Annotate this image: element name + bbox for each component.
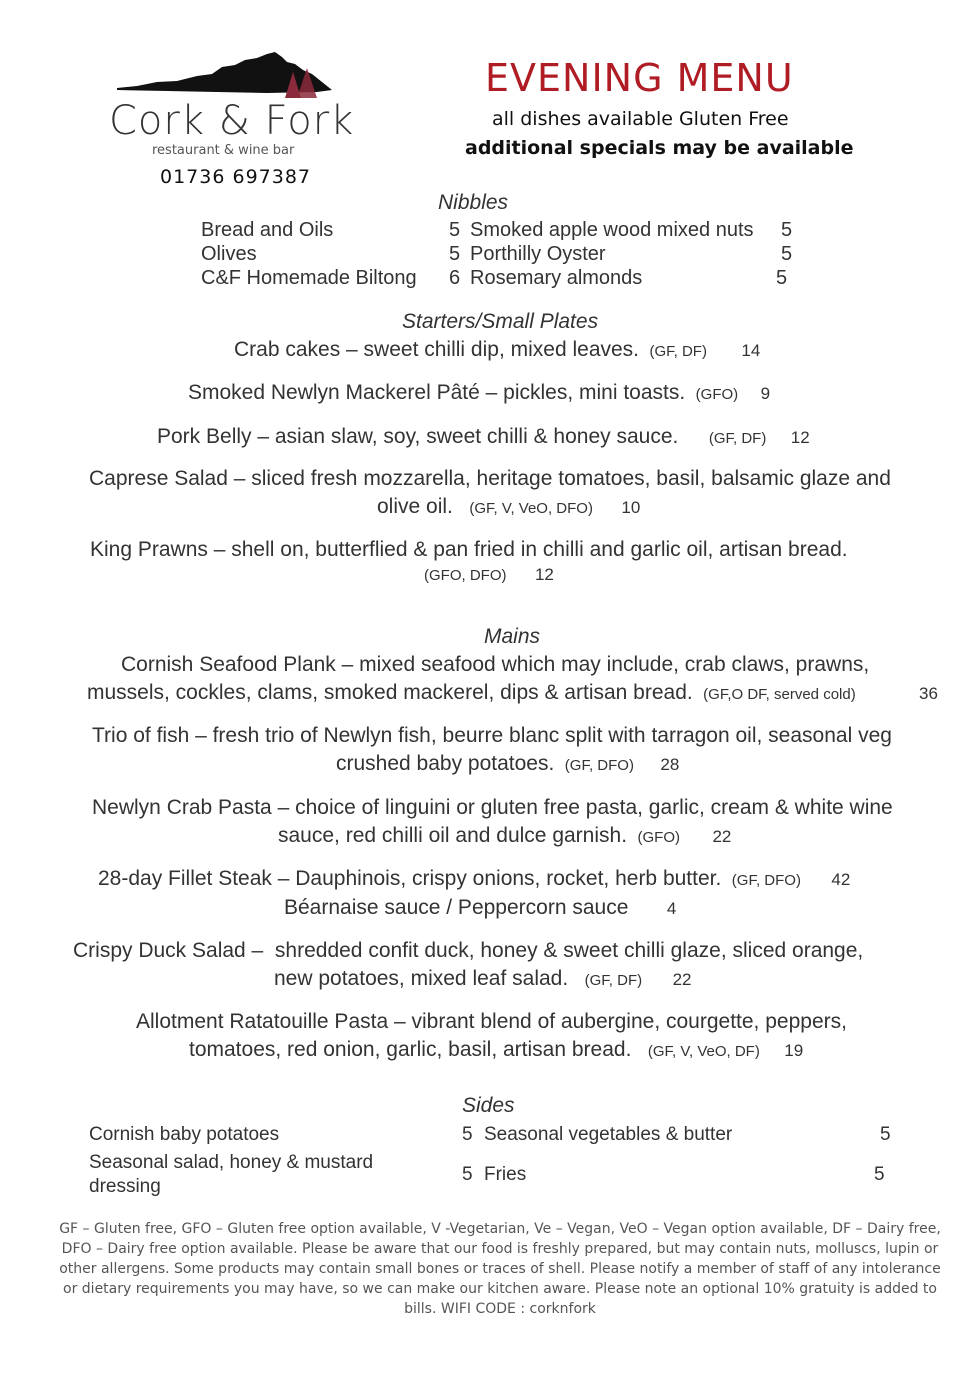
section-heading-nibbles: Nibbles — [438, 191, 509, 214]
dish-description: Caprese Salad – sliced fresh mozzarella, heritage tomatoes, basil, balsamic glaze and — [89, 467, 891, 490]
item-price: 5 — [781, 219, 793, 241]
dish-description: Smoked Newlyn Mackerel Pâté – pickles, mini toasts. — [188, 381, 686, 404]
item-price: 14 — [741, 341, 761, 360]
dietary-tags: (GFO) — [695, 386, 739, 403]
dietary-tags: (GF, V, VeO, DFO) — [469, 500, 593, 517]
phone-number[interactable]: 01736 697387 — [160, 166, 312, 188]
item-price: 5 — [449, 243, 461, 265]
dish-description: Pork Belly – asian slaw, soy, sweet chilli & honey sauce. — [157, 425, 679, 448]
menu-item-crab-cakes — [234, 338, 760, 362]
item-price: 28 — [660, 755, 680, 774]
section-heading-sides: Sides — [462, 1094, 515, 1117]
dish-description: Crispy Duck Salad – shredded confit duck, honey & sweet chilli glaze, sliced orange, — [73, 939, 864, 962]
item-price: 10 — [621, 498, 641, 517]
dish-description-cont: mussels, cockles, clams, smoked mackerel, dips & artisan bread. — [87, 681, 693, 704]
section-heading-starters: Starters/Small Plates — [402, 310, 599, 333]
list-item: Porthilly Oyster — [470, 243, 606, 265]
dietary-tags: (GF, DFO) — [731, 872, 801, 889]
dish-description: King Prawns – shell on, butterflied & pan fried in chilli and garlic oil, artisan bread. — [90, 538, 848, 561]
list-item-cont: dressing — [89, 1176, 161, 1197]
dietary-tags: (GFO, DFO) — [424, 567, 507, 584]
item-price: 5 — [462, 1164, 473, 1185]
dish-description-cont: new potatoes, mixed leaf salad. — [274, 967, 569, 990]
list-item: Smoked apple wood mixed nuts — [470, 219, 754, 241]
item-price: 5 — [781, 243, 793, 265]
item-price: 42 — [831, 870, 851, 889]
footer-line: DFO – Dairy free option available. Please be aware that our food is freshly prepared, but may contain nuts, molluscs, lupin or — [61, 1241, 939, 1257]
footer-line: GF – Gluten free, GFO – Gluten free option available, V -Vegetarian, Ve – Vegan, VeO – Vegan option available, DF – Dairy free, — [59, 1221, 941, 1237]
list-item: C&F Homemade Biltong — [201, 267, 417, 289]
item-price: 5 — [449, 219, 461, 241]
list-item: Fries — [484, 1164, 527, 1185]
list-item: Olives — [201, 243, 257, 265]
item-price: 19 — [784, 1041, 804, 1060]
dietary-tags: (GF, DF) — [649, 343, 707, 360]
dietary-tags: (GF,O DF, served cold) — [703, 686, 856, 703]
footer-line: other allergens. Some products may contain small bones or traces of shell. Please notify a member of staff of any intolerance — [59, 1261, 941, 1277]
sauce-price: 4 — [666, 899, 677, 918]
list-item: Bread and Oils — [201, 219, 334, 241]
dietary-tags: (GF, V, VeO, DF) — [647, 1043, 760, 1060]
item-price: 9 — [760, 384, 771, 403]
list-item: Seasonal vegetables & butter — [484, 1124, 733, 1145]
footer-line: or dietary requirements you may have, so we can make our kitchen aware. Please note an optional 10% gratuity is added to — [63, 1281, 937, 1297]
item-price: 6 — [449, 267, 461, 289]
menu-item-pork-belly — [157, 425, 810, 449]
menu-title: EVENING MENU — [485, 56, 794, 100]
brand-name: Cork & Fork — [109, 98, 355, 144]
item-price: 22 — [712, 827, 732, 846]
list-item: Cornish baby potatoes — [89, 1124, 280, 1145]
dietary-tags: (GF, DF) — [708, 430, 767, 447]
dish-description: Allotment Ratatouille Pasta – vibrant blend of aubergine, courgette, peppers, — [136, 1010, 847, 1033]
dietary-tags: (GF, DF) — [584, 972, 643, 989]
menu-subtitle: all dishes available Gluten Free — [492, 108, 789, 130]
menu-note: additional specials may be available — [465, 137, 854, 159]
dish-description: Crab cakes – sweet chilli dip, mixed leaves. — [234, 338, 640, 361]
item-price: 5 — [880, 1124, 891, 1145]
item-price: 5 — [776, 267, 788, 289]
list-item: Rosemary almonds — [470, 267, 643, 289]
item-price: 12 — [534, 565, 554, 584]
dietary-tags: (GFO) — [637, 829, 680, 846]
item-price: 5 — [874, 1164, 885, 1185]
dish-description-cont: olive oil. — [377, 495, 453, 518]
menu-item-mackerel-pate — [188, 381, 770, 405]
allergen-footer — [40, 1219, 960, 1319]
item-price: 5 — [462, 1124, 473, 1145]
list-item: Seasonal salad, honey & mustard — [89, 1152, 374, 1173]
dish-description: Cornish Seafood Plank – mixed seafood which may include, crab claws, prawns, — [121, 653, 870, 676]
logo-silhouette — [117, 52, 332, 102]
item-price: 36 — [919, 684, 938, 703]
item-price: 22 — [672, 970, 692, 989]
dish-description: 28-day Fillet Steak – Dauphinois, crispy onions, rocket, herb butter. — [98, 867, 722, 890]
section-heading-mains: Mains — [484, 625, 541, 648]
dish-description: Newlyn Crab Pasta – choice of linguini or gluten free pasta, garlic, cream & white wine — [92, 796, 893, 819]
dish-description-cont: crushed baby potatoes. — [336, 752, 555, 775]
dish-description-cont: sauce, red chilli oil and dulce garnish. — [278, 824, 628, 847]
item-price: 12 — [790, 428, 810, 447]
dish-description: Trio of fish – fresh trio of Newlyn fish, beurre blanc split with tarragon oil, seasonal veg — [92, 724, 892, 747]
dietary-tags: (GF, DFO) — [564, 757, 634, 774]
sauce-option: Béarnaise sauce / Peppercorn sauce — [284, 896, 629, 919]
brand-tagline: restaurant & wine bar — [152, 143, 295, 158]
footer-line: bills. WIFI CODE : corknfork — [404, 1301, 596, 1317]
dish-description-cont: tomatoes, red onion, garlic, basil, artisan bread. — [189, 1038, 632, 1061]
